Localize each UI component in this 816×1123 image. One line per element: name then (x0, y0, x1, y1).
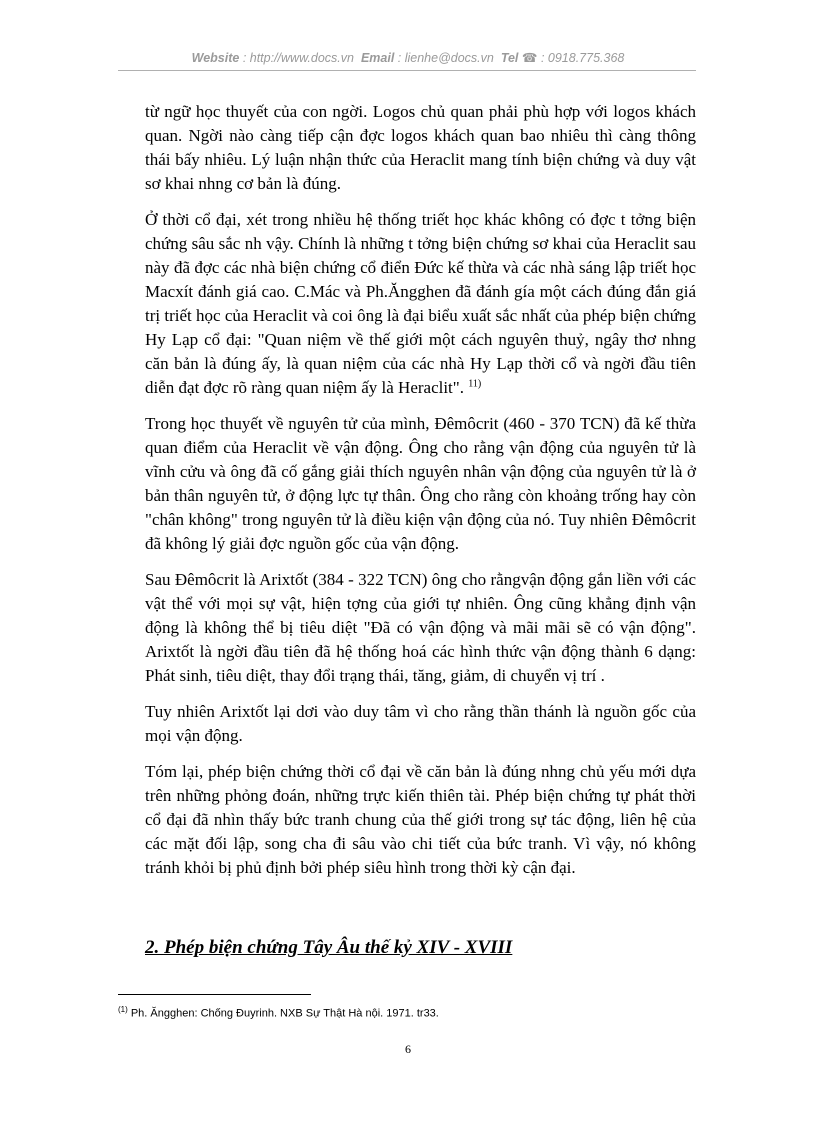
page-header (0, 50, 816, 65)
paragraph-1: từ ngữ học thuyết của con ngời. Logos chủ quan phải phù hợp với logos khách quan. Ngời nào càng tiếp cận đợc logos khách quan bao nhiêu thì càng thông thái bấy nhiêu. Lý luận nhận thức của Heraclit mang tính biện chứng và duy vật sơ khai nhng cơ bản là đúng. (145, 102, 696, 193)
footnote-divider (118, 994, 311, 995)
website-value[interactable]: : http://www.docs.vn (242, 51, 354, 65)
tel-label: Tel (500, 51, 519, 65)
email-value[interactable]: : lienhe@docs.vn (397, 51, 494, 65)
document-body (145, 100, 696, 892)
footnote-mark: (1) (118, 1005, 128, 1014)
paragraph-4: Sau Đêmôcrit là Arixtốt (384 - 322 TCN) ông cho rằngvận động gắn liền với các vật thể với mọi sự vật, hiện tợng của giới tự nhiên. Ông cũng khẳng định vận động là không thể bị tiêu diệt "Đã có vận động và mãi mãi sẽ có vận động". Arixtốt là ngời đầu tiên đã hệ thống hoá các hình thức vận động thành 6 dạng: Phát sinh, tiêu diệt, thay đổi trạng thái, tăng, giảm, di chuyển vị trí . (145, 570, 696, 685)
tel-value: ☎ : 0918.775.368 (521, 51, 625, 65)
footnote (118, 1005, 439, 1020)
paragraph-2 (145, 208, 696, 400)
paragraph-2-text: Ở thời cổ đại, xét trong nhiều hệ thống triết học khác không có đợc t tởng biện chứng sâu sắc nh vậy. Chính là những t tởng biện chứng sơ khai của Heraclit sau này đã đợc các nhà biện chứng cổ điển Đức kế thừa và các nhà sáng lập triết học Macxít đánh giá cao. C.Mác và Ph.Ăngghen đã đánh gía một cách đúng đắn giá trị triết học của Heraclit và coi ông là đại biểu xuất sắc nhất của phép biện chứng Hy Lạp cổ đại: "Quan niệm về thế giới một cách nguyên thuỷ, ngây thơ nhng căn bản là đúng ấy, là quan niệm của các nhà Hy Lạp thời cổ và ngời đầu tiên diễn đạt đợc rõ ràng quan niệm ấy là Heraclit". (145, 210, 696, 397)
paragraph-3: Trong học thuyết về nguyên tử của mình, Đêmôcrit (460 - 370 TCN) đã kế thừa quan điểm của Heraclit về vận động. Ông cho rằng vận động của nguyên tử là vĩnh cửu và ông đã cố gắng giải thích nguyên nhân vận động của nguyên tử là ở bản thân nguyên tử, ở động lực tự thân. Ông cho rằng còn khoảng trống hay còn "chân không" trong nguyên tử là điều kiện vận động của nó. Tuy nhiên Đêmôcrit đã không lý giải đợc nguồn gốc của vận động. (145, 414, 696, 553)
paragraph-5: Tuy nhiên Arixtốt lại dơi vào duy tâm vì cho rằng thần thánh là nguồn gốc của mọi vận động. (145, 702, 696, 745)
header-divider (118, 70, 696, 71)
email-label: Email (360, 51, 395, 65)
footnote-text: Ph. Ăngghen: Chống Đuyrinh. NXB Sự Thật Hà nội. 1971. tr33. (130, 1007, 439, 1020)
paragraph-6: Tóm lại, phép biện chứng thời cổ đại về căn bản là đúng nhng chủ yếu mới dựa trên những phỏng đoán, những trực kiến thiên tài. Phép biện chứng tự phát thời cổ đại đã nhìn thấy bức tranh chung của thế giới trong sự tác động, liên hệ của các mặt đối lập, song cha đi sâu vào chi tiết của bức tranh. Vì vậy, nó không tránh khỏi bị phủ định bởi phép siêu hình trong thời kỳ cận đại. (145, 762, 696, 877)
citation-mark: 11) (468, 378, 482, 390)
section-heading: 2. Phép biện chứng Tây Âu thế kỷ XIV - XVIII (145, 937, 513, 958)
page-number: 6 (405, 1042, 411, 1056)
website-label: Website (191, 51, 240, 65)
